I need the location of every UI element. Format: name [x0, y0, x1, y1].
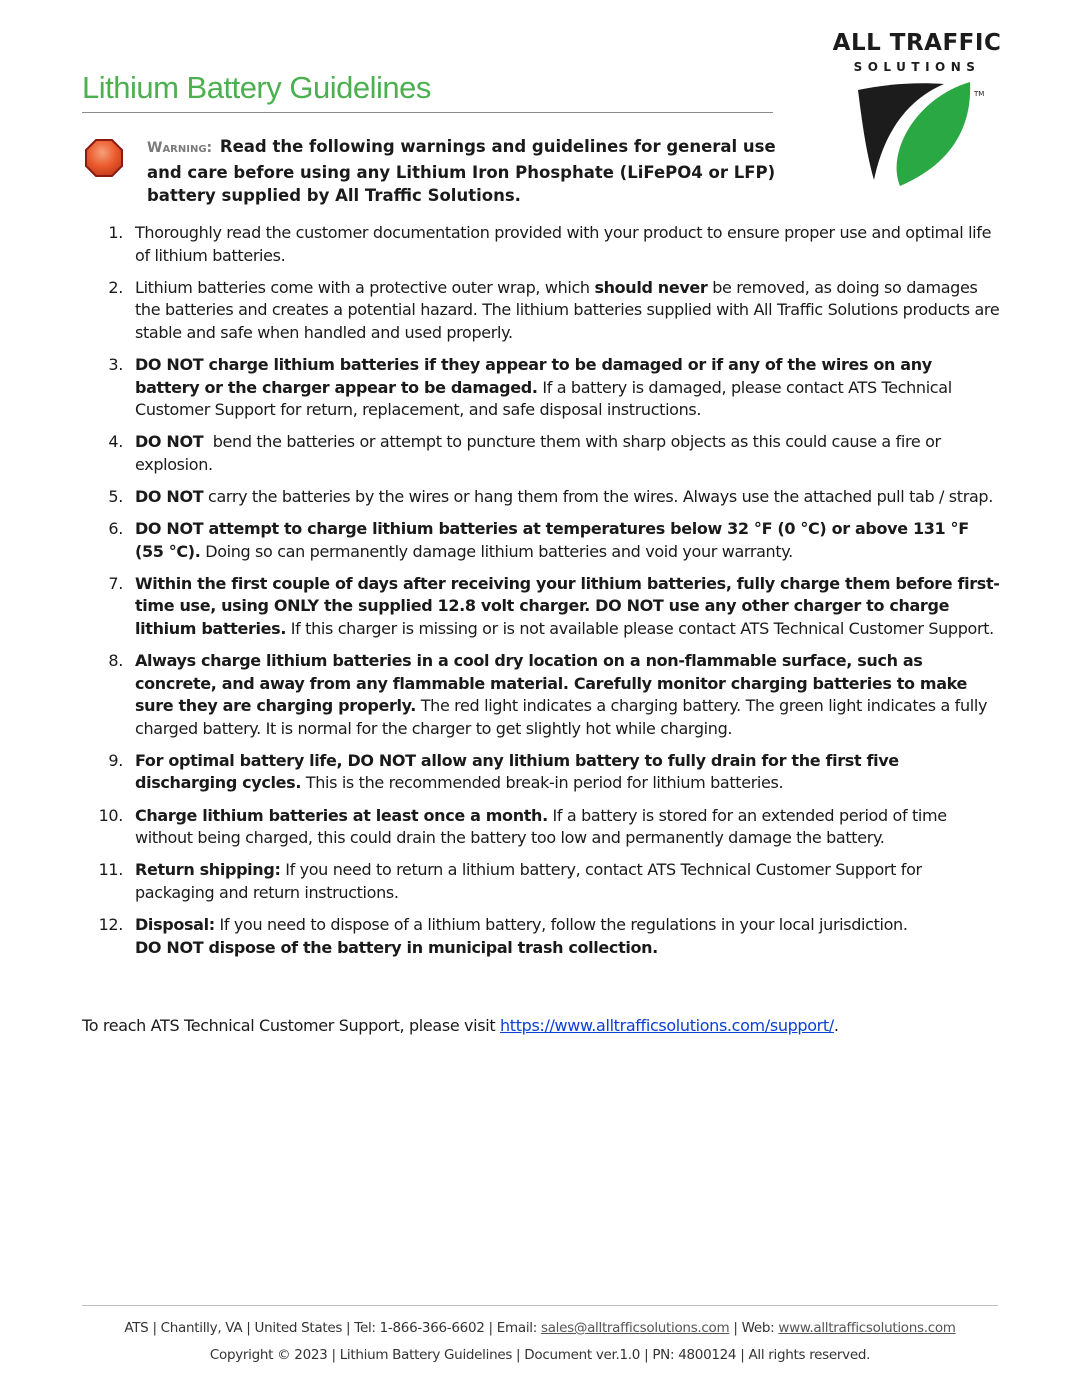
list-item	[96, 277, 1001, 345]
item-number: 7.	[108, 573, 123, 593]
item-number: 10.	[98, 805, 123, 825]
footer-web-label: | Web:	[729, 1320, 779, 1336]
item-number: 12.	[98, 914, 123, 934]
item-text: This is the recommended break-in period for lithium batteries.	[301, 773, 784, 793]
item-text: If a battery is stored for an extended period of time without being charged, this could drain the battery too low and permanently damage the battery.	[135, 805, 947, 848]
footer-divider	[82, 1305, 998, 1306]
item-bold: DO NOT dispose of the battery in municipal trash collection.	[135, 937, 658, 957]
item-bold: DO NOT charge lithium batteries if they appear to be damaged or if any of the wires on any battery or the charger appear to be damaged.	[135, 354, 932, 397]
item-text: be removed, as doing so damages the batteries and creates a potential hazard. The lithium batteries supplied with All Traffic Solutions products are stable and safe when handled and used properly.	[135, 277, 1000, 342]
item-bold: DO NOT attempt to charge lithium batteries at temperatures below 32 °F (0 °C) or above 131 °F (55 °C).	[135, 519, 969, 561]
footer-contact	[82, 1320, 998, 1336]
list-item	[96, 222, 1001, 267]
item-text: Thoroughly read the customer documentation provided with your product to ensure proper use and optimal life of lithium batteries.	[135, 223, 992, 265]
leaf-shield-icon	[856, 82, 986, 186]
guidelines-list	[96, 222, 1001, 969]
item-text: If this charger is missing or is not available please contact ATS Technical Customer Support.	[286, 618, 994, 638]
item-bold: DO NOT	[135, 486, 204, 506]
item-text: If you need to return a lithium battery, contact ATS Technical Customer Support for packaging and return instructions.	[135, 860, 922, 902]
list-item	[96, 518, 1001, 563]
item-bold: should never	[594, 277, 708, 297]
item-number: 3.	[108, 354, 123, 374]
logo-subtitle: SOLUTIONS	[853, 60, 981, 74]
title-divider	[82, 112, 773, 113]
item-number: 8.	[108, 651, 123, 670]
item-bold: For optimal battery life, DO NOT allow any lithium battery to fully drain for the first five discharging cycles.	[135, 750, 899, 793]
support-text: To reach ATS Technical Customer Support, please visit	[82, 1016, 500, 1035]
warning-text: Read the following warnings and guidelines for general use and care before using any Lithium Iron Phosphate (LiFePO4 or LFP) battery supplied by All Traffic Solutions.	[147, 137, 776, 205]
list-item	[96, 914, 1001, 959]
item-text: Lithium batteries come with a protective outer wrap, which	[135, 277, 595, 297]
list-item	[96, 573, 1001, 641]
item-text: bend the batteries or attempt to puncture them with sharp objects as this could cause a fire or explosion.	[135, 432, 946, 474]
company-logo	[818, 30, 1014, 190]
item-bold: Return shipping:	[135, 860, 281, 880]
item-number: 5.	[108, 486, 123, 506]
item-number: 2.	[108, 277, 123, 297]
footer-email-link[interactable]: sales@alltrafficsolutions.com	[540, 1320, 730, 1336]
item-number: 9.	[108, 750, 123, 770]
list-item	[96, 650, 1001, 740]
item-text: If you need to dispose of a lithium battery, follow the regulations in your local jurisdiction.	[214, 914, 908, 934]
support-end: .	[833, 1016, 839, 1035]
item-bold: Charge lithium batteries at least once a month.	[135, 805, 548, 825]
footer-copyright: Copyright © 2023 | Lithium Battery Guidelines | Document ver.1.0 | PN: 4800124 | All rights reserved.	[209, 1347, 871, 1363]
list-item	[96, 859, 1001, 904]
item-number: 4.	[108, 432, 123, 452]
logo-title: ALL TRAFFIC	[832, 30, 1002, 56]
list-item	[96, 750, 1001, 795]
list-item	[96, 805, 1001, 850]
list-item	[96, 354, 1001, 422]
item-bold: Within the first couple of days after receiving your lithium batteries, fully charge them before first-time use, using ONLY the supplied 12.8 volt charger. DO NOT use any other charger to charge lithium batteries.	[135, 573, 1000, 638]
item-text: The red light indicates a charging battery. The green light indicates a fully charged battery. It is normal for the charger to get slightly hot while charging.	[135, 696, 988, 738]
item-text: carry the batteries by the wires or hang them from the wires. Always use the attached pull tab / strap.	[203, 486, 993, 506]
item-bold: Disposal:	[135, 914, 215, 934]
footer-contact-text: ATS | Chantilly, VA | United States | Tel: 1-866-366-6602 | Email:	[124, 1320, 541, 1336]
support-note	[82, 1016, 839, 1035]
trademark-symbol: TM	[974, 90, 985, 98]
item-number: 11.	[98, 860, 123, 880]
warning-label: Warning:	[147, 140, 213, 156]
item-text: Doing so can permanently damage lithium batteries and void your warranty.	[200, 541, 793, 561]
support-link[interactable]: https://www.alltrafficsolutions.com/support/	[500, 1016, 834, 1035]
item-number: 6.	[108, 519, 123, 539]
page-title: Lithium Battery Guidelines	[82, 70, 431, 105]
footer-web-link[interactable]: www.alltrafficsolutions.com	[778, 1320, 956, 1336]
item-bold: DO NOT	[135, 432, 204, 452]
stop-sign-icon	[84, 138, 124, 178]
list-item	[96, 431, 1001, 476]
warning-notice	[147, 135, 807, 208]
item-text: If a battery is damaged, please contact ATS Technical Customer Support for return, replacement, and safe disposal instructions.	[135, 377, 952, 420]
item-bold: Always charge lithium batteries in a cool dry location on a non-flammable surface, such as concrete, and away from any flammable material. Carefully monitor charging batteries to make sure they are charging properly.	[135, 651, 968, 716]
list-item	[96, 486, 1001, 509]
item-number: 1.	[108, 223, 123, 242]
